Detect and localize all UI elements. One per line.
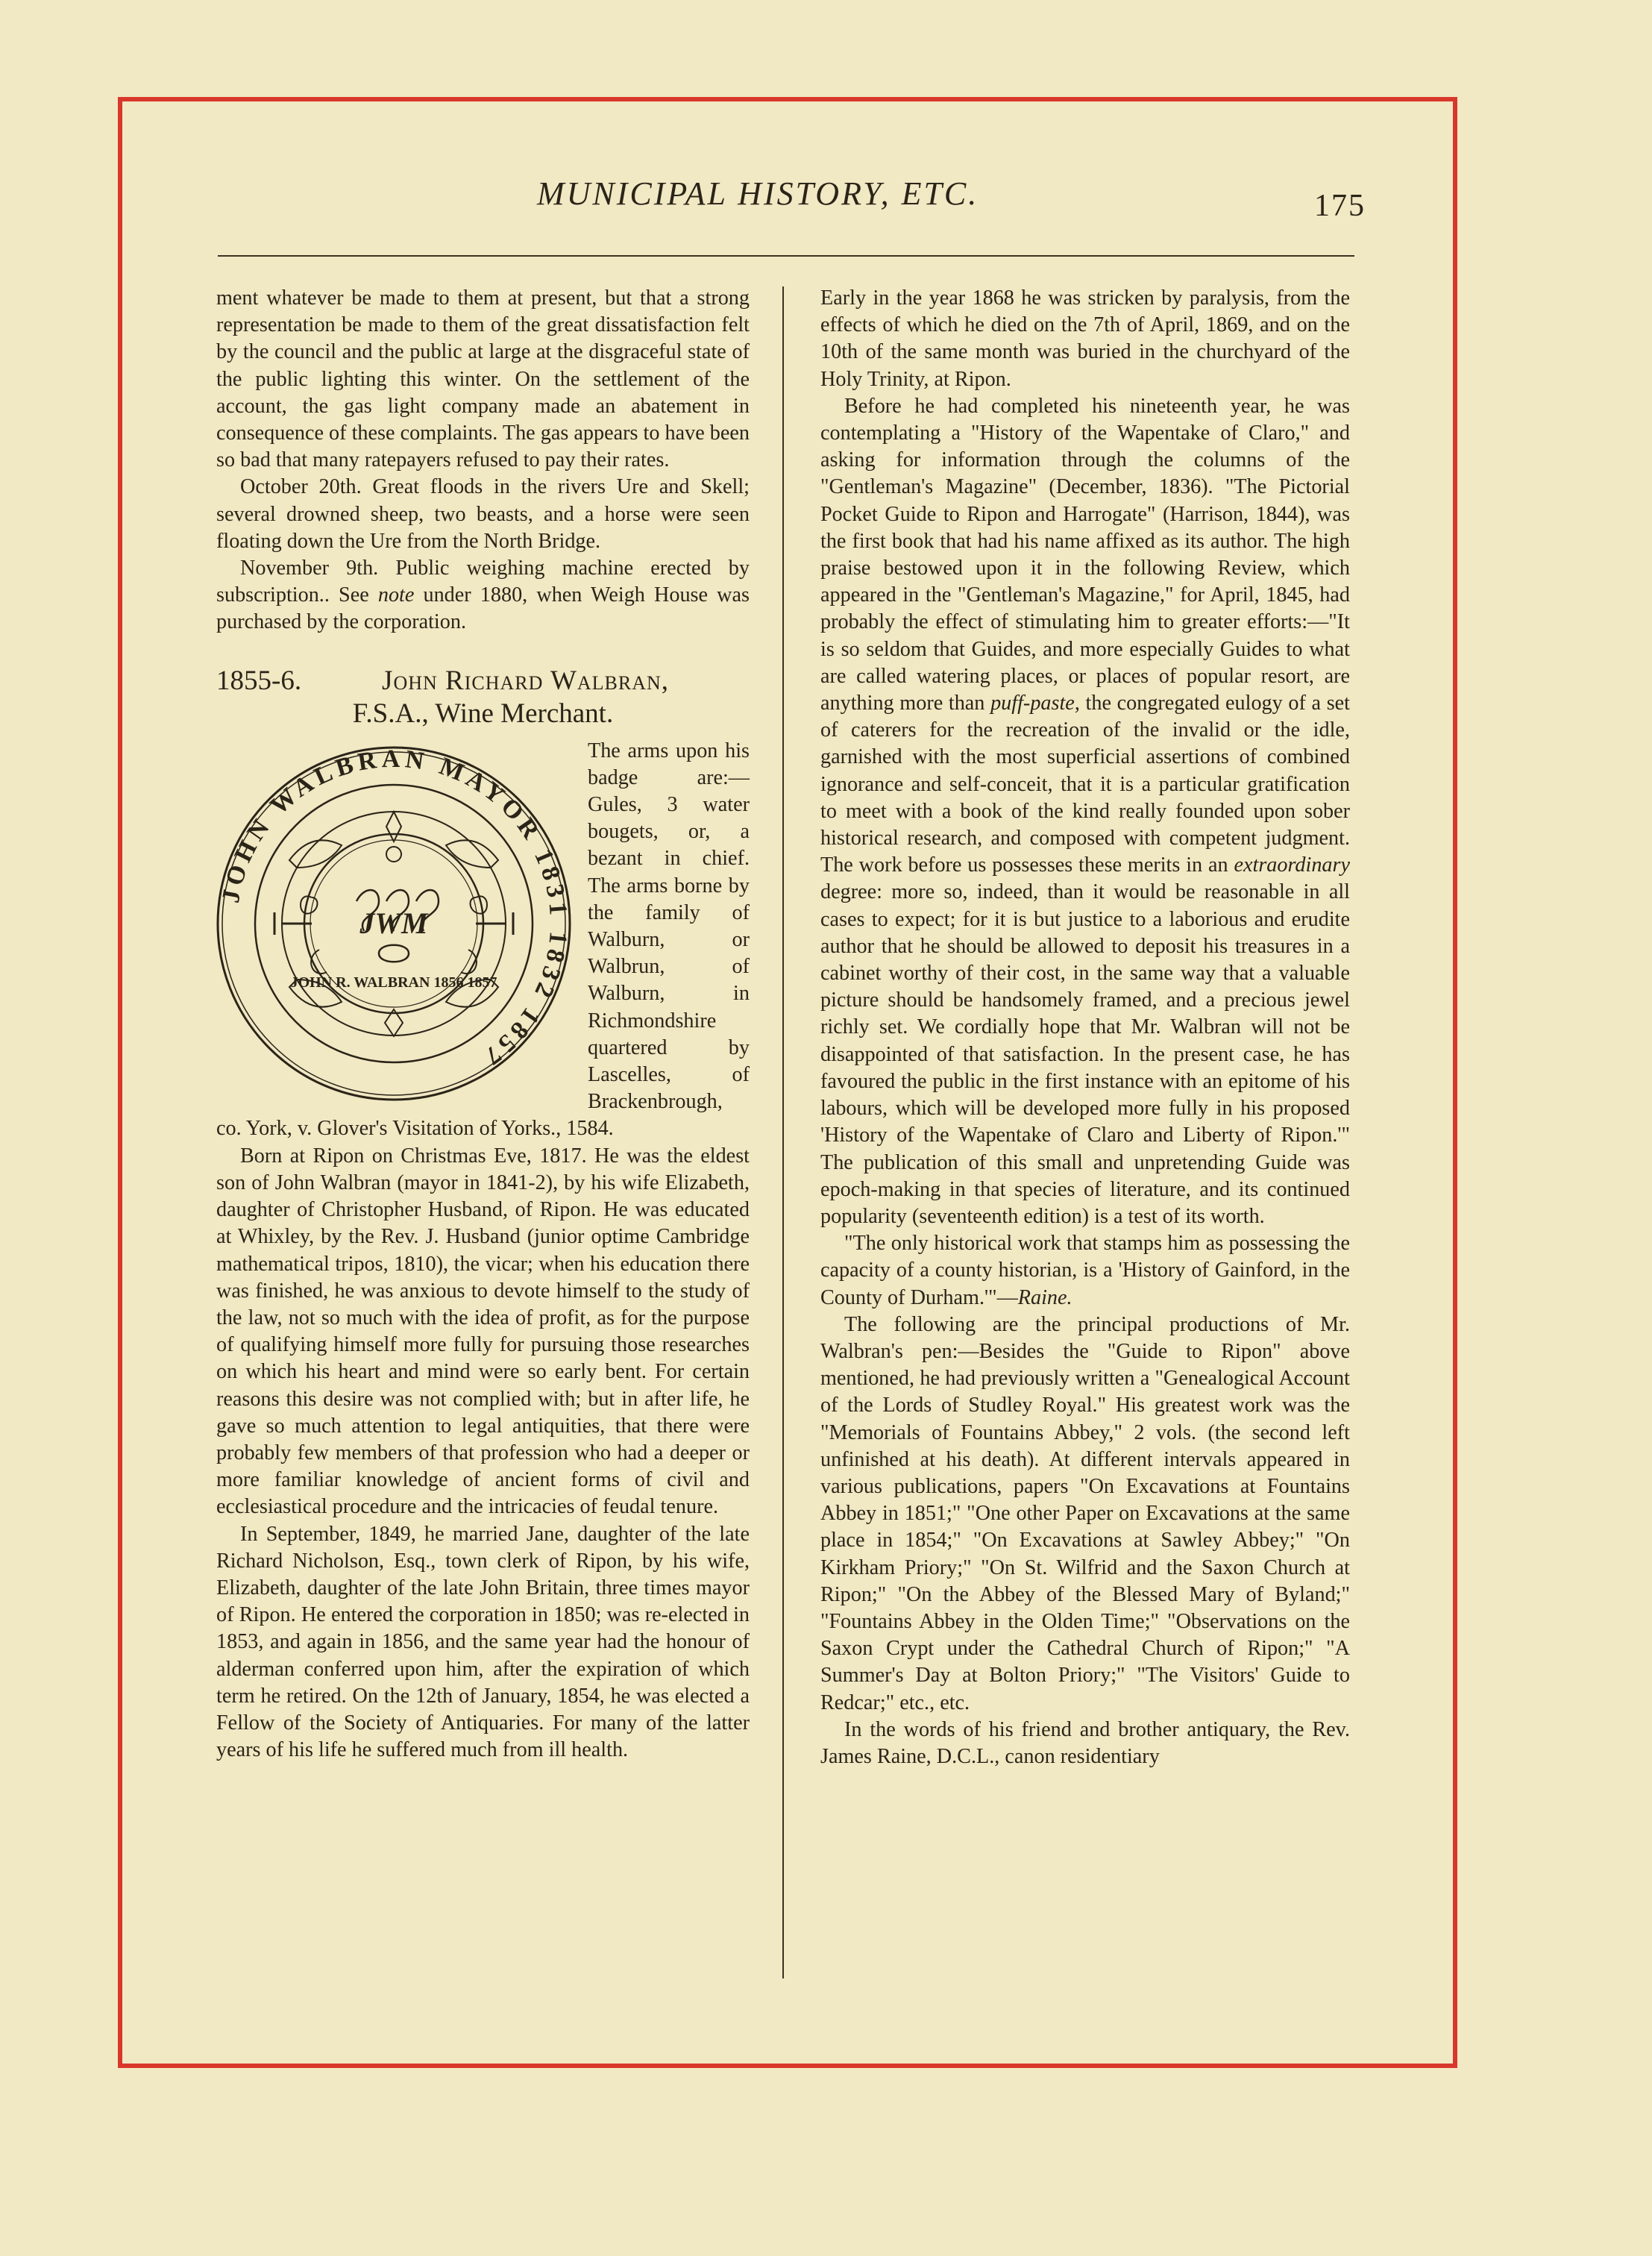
left-column <box>216 285 750 1764</box>
right-column <box>820 285 1350 1770</box>
paragraph: In the words of his friend and brother antiquary, the Rev. James Raine, D.C.L., canon residentiary <box>820 1717 1350 1768</box>
page-number: 175 <box>1314 189 1366 223</box>
entry-title: F.S.A., Wine Merchant. <box>352 698 614 729</box>
entry-heading <box>216 665 750 730</box>
badge-description: The arms upon his badge are:—Gules, 3 water bougets, or, a bezant in chief. The arms borne by the family of Walburn, or Walbrun, of Walburn, in Richmondshire quartered by Lascelles, of Brackenbrough, co. York, v. Glover's Visitation of Yorks., 1584. <box>216 739 750 1141</box>
paragraph: The following are the principal productions of Mr. Walbran's pen:—Besides the "Guide to Ripon" above mentioned, he had previously written a "Genealogical Account of the Lords of Studley Royal." His greatest work was the "Memorials of Fountains Abbey," 2 vols. (the second left unfinished at his death). At different intervals appeared in various publications, papers "On Excavations at Fountains Abbey in 1851;" "One other Paper on Excavations at the same place in 1854;" "On Excavations at Sawley Abbey;" "On Kirkham Priory;" "On St. Wilfrid and the Saxon Church at Ripon;" "On the Abbey of the Blessed Mary of Byland;" "Fountains Abbey in the Olden Time;" "Observations on the Saxon Crypt under the Cathedral Church of Ripon;" "A Summer's Day at Bolton Priory;" "The Visitors' Guide to Redcar;" etc., etc. <box>820 1312 1350 1714</box>
paragraph: October 20th. Great floods in the rivers Ure and Skell; several drowned sheep, two beasts, and a horse were seen floating down the Ure from the North Bridge. <box>216 475 750 553</box>
badge-inner-inscription: JOHN R. WALBRAN 1856 1857 <box>290 974 497 991</box>
paragraph: Before he had completed his nineteenth year, he was contemplating a "History of the Wapentake of Claro," and asking for information through the columns of the "Gentleman's Magazine" (December, 1836). "The Pictorial Pocket Guide to Ripon and Harrogate" (Harrison, 1844), was the first book that had his name affixed as its author. The high praise bestowed upon it in the following Review, which appeared in the "Gentleman's Magazine," for April, 1845, had probably the effect of stimulating him to greater efforts:—"It is so seldom that Guides, and more especially Guides to what are called watering places, or places of popular resort, are anything more than puff-paste, the congregated eulogy of a set of caterers for the recreation of the invalid or the idle, garnished with the most superficial assertions of combined ignorance and self-conceit, that it is a particular gratification to meet with a book of the kind really founded upon sober historical research, and composed with competent judgment. The work before us possesses these merits in an extraordinary degree: more so, indeed, than it would be reasonable in all cases to expect; for it is but justice to a laborious and erudite author that he should be allowed to deposit his treasures in a cabinet worthy of their cost, in the same way that a valuable picture should be handsomely framed, and a precious jewel richly set. We cordially hope that Mr. Walbran will not be disappointed of that satisfaction. In the present case, he has favoured the public in the first instance with an epitome of his labours, which will be developed more fully in his proposed 'History of the Wapentake of Claro and Liberty of Ripon.'" The publication of this small and unpretending Guide was epoch-making in that species of literature, and its continued popularity (seventeenth edition) is a test of its worth. <box>820 394 1351 1228</box>
header-rule <box>218 255 1354 257</box>
paragraph: Early in the year 1868 he was stricken by paralysis, from the effects of which he died on the 7th of April, 1869, and on the 10th of the same month was buried in the churchyard of the Holy Trinity, at Ripon. <box>820 286 1350 391</box>
badge-outer-inscription: JOHN WALBRAN MAYOR 1831 1832 1857 <box>216 745 573 1073</box>
column-divider <box>782 286 784 1978</box>
entry-name: John Richard Walbran, <box>382 665 670 696</box>
mayoral-badge-illustration <box>207 741 580 1106</box>
paragraph: ment whatever be made to them at present, but that a strong representation be made to them of the great dissatisfaction felt by the council and the public at large at the disgraceful state of the public lighting this winter. On the settlement of the account, the gas light company made an abatement in consequence of these complaints. The gas appears to have been so bad that many ratepayers refused to pay their rates. <box>216 286 750 472</box>
entry-year: 1855-6. <box>216 665 302 696</box>
paragraph: Born at Ripon on Christmas Eve, 1817. He was the eldest son of John Walbran (mayor in 1841-2), by his wife Elizabeth, daughter of Christopher Husband, of Ripon. He was educated at Whixley, by the Rev. J. Husband (junior optime Cambridge mathematical tripos, 1810), the vicar; when his education there was finished, he was anxious to devote himself to the study of the law, not so much with the idea of profit, as for the purpose of qualifying himself more fully for pursuing those researches on which his heart and mind were so early bent. For certain reasons this desire was not complied with; but in after life, he gave so much attention to legal antiquities, that there were probably few members of that profession who had a deeper or more familiar knowledge of ancient forms of civil and ecclesiastical procedure and the intricacies of feudal tenure. <box>216 1144 750 1519</box>
paragraph: In September, 1849, he married Jane, daughter of the late Richard Nicholson, Esq., town clerk of Ripon, by his wife, Elizabeth, daughter of the late John Britain, three times mayor of Ripon. He entered the corporation in 1850; was re-elected in 1853, and again in 1856, and the same year had the honour of alderman conferred upon him, after the expiration of which term he retired. On the 12th of January, 1854, he was elected a Fellow of the Society of Antiquaries. For many of the latter years of his life he suffered much from ill health. <box>216 1522 750 1762</box>
paragraph: November 9th. Public weighing machine erected by subscription.. See note under 1880, when Weigh House was purchased by the corporation. <box>216 557 750 634</box>
badge-monogram: JWM <box>359 906 428 940</box>
paragraph: "The only historical work that stamps him as possessing the capacity of a county historian, is a 'History of Gainford, in the County of Durham.'"—Raine. <box>820 1232 1350 1309</box>
running-title: MUNICIPAL HISTORY, ETC. <box>537 175 979 212</box>
